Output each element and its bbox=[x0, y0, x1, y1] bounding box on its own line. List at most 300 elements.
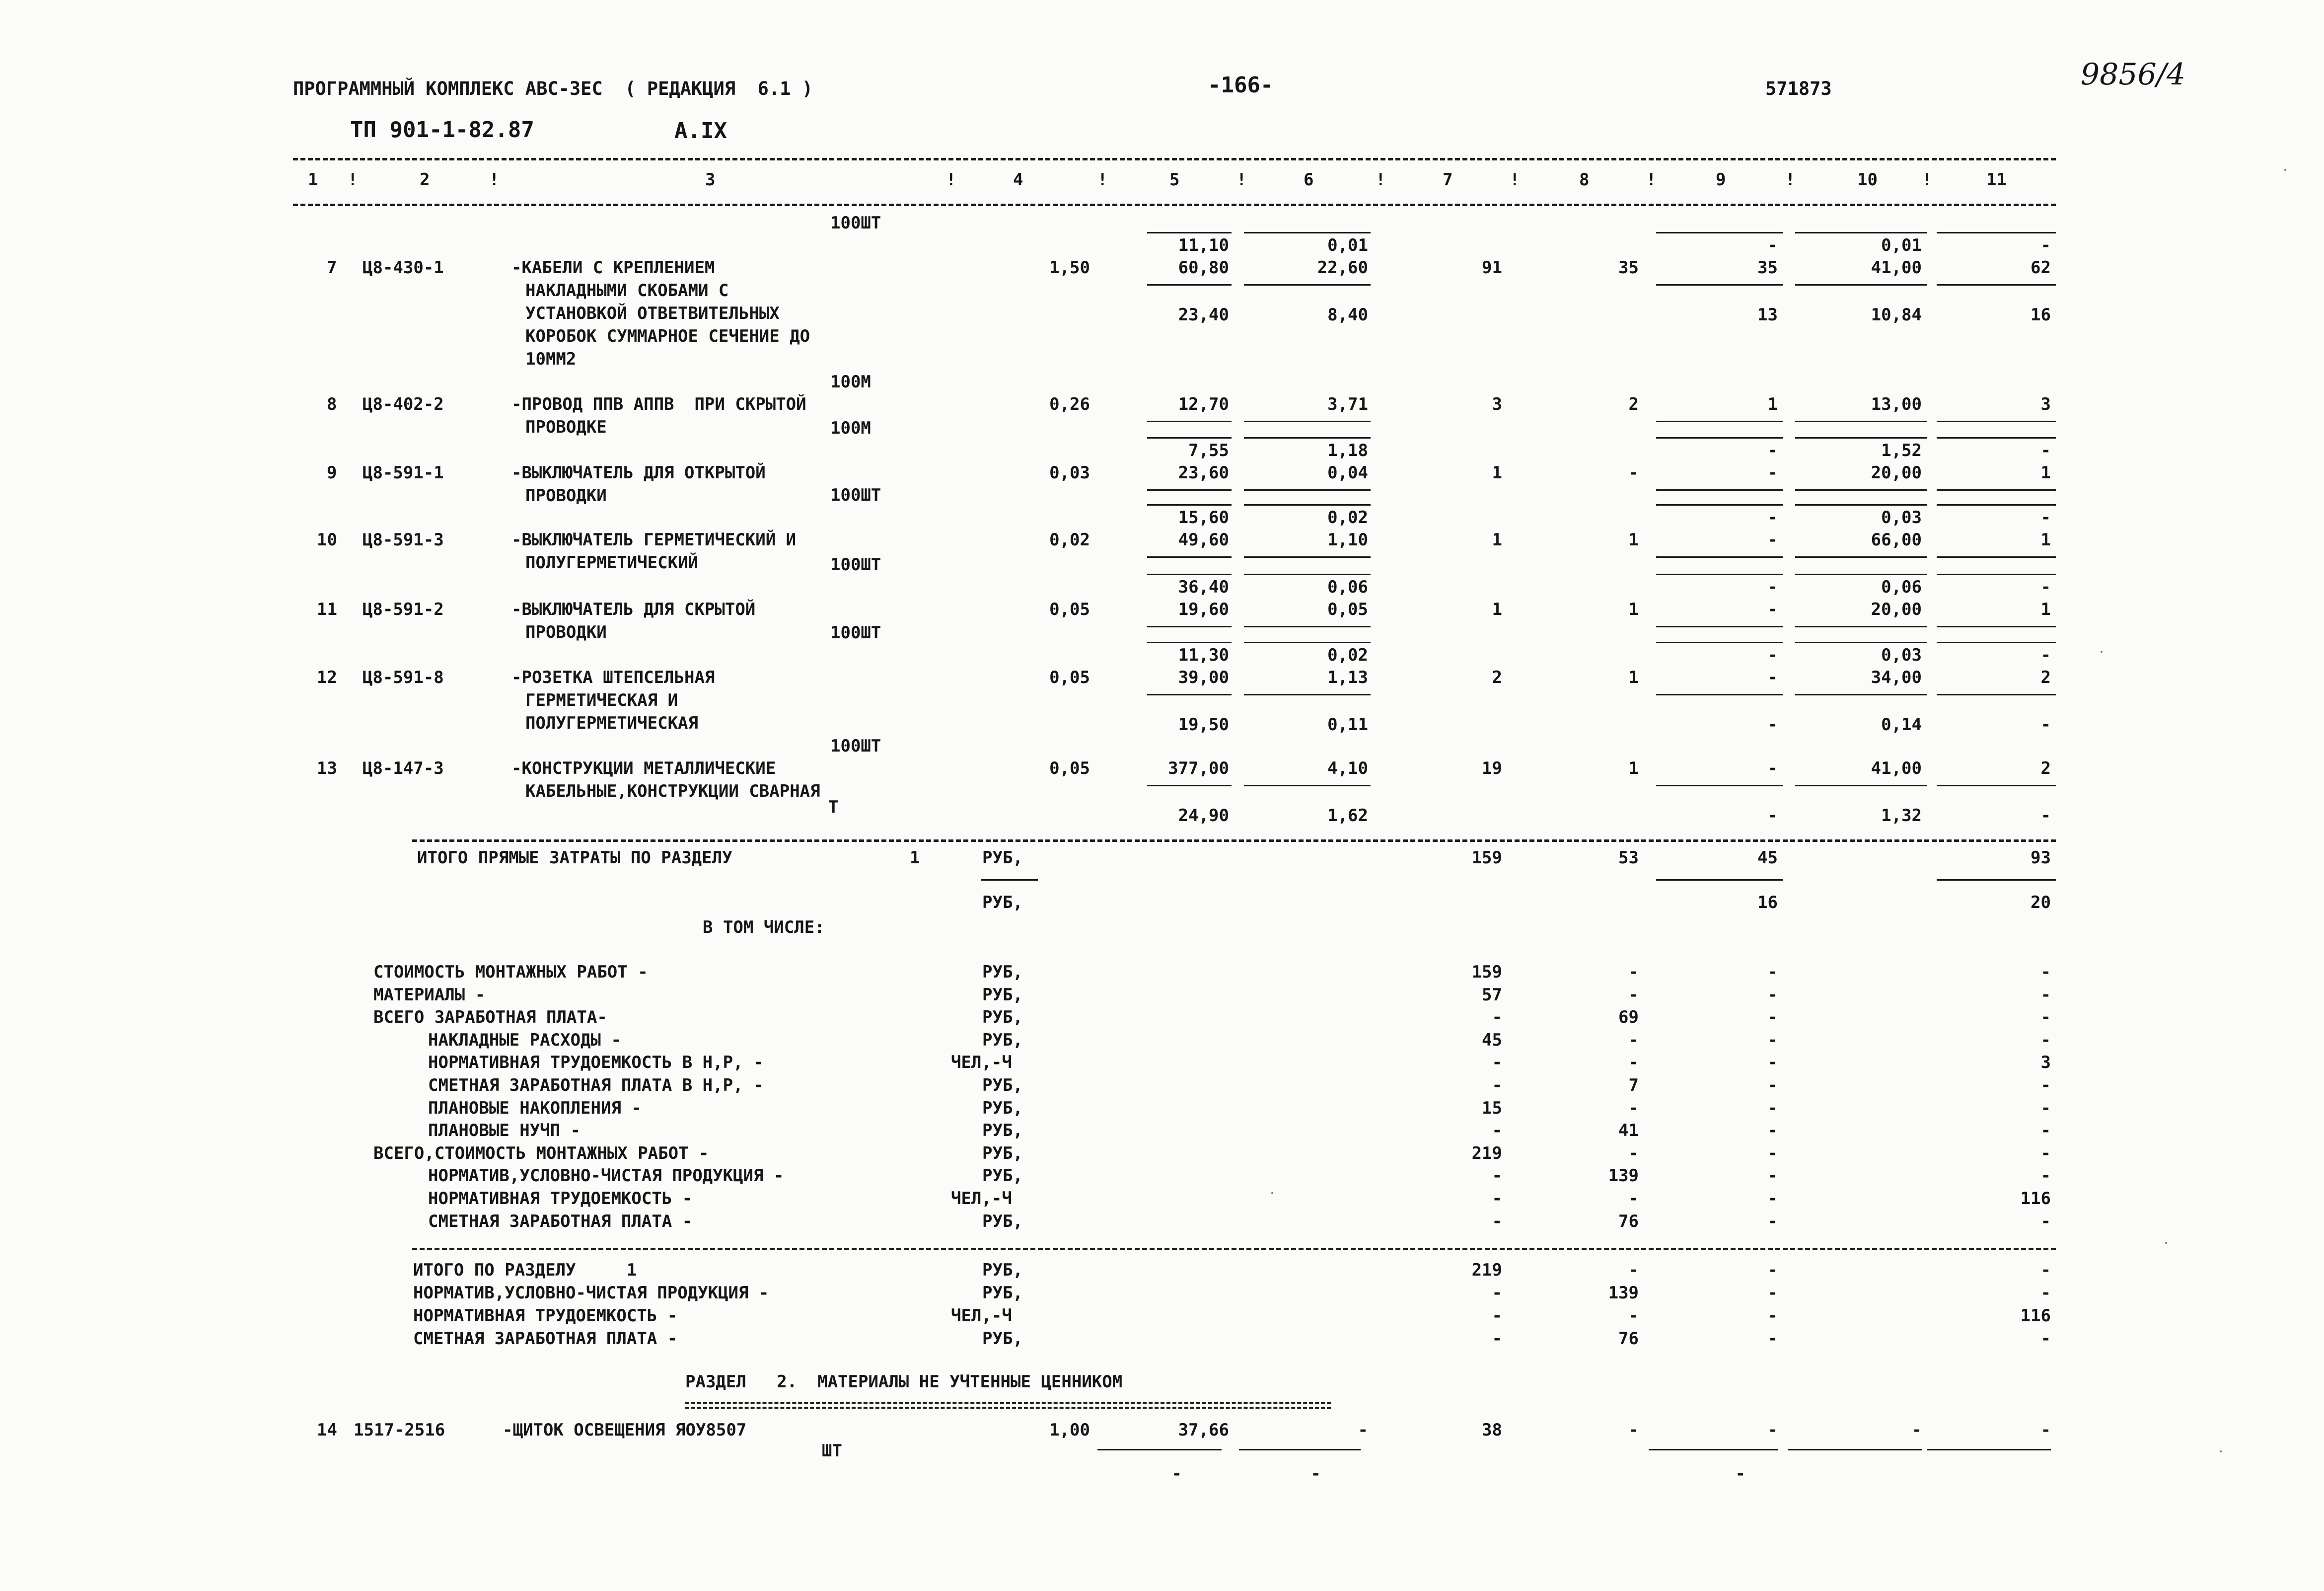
value-c5: 37,66 bbox=[1178, 1420, 1229, 1440]
work-description: -КОНСТРУКЦИИ МЕТАЛЛИЧЕСКИЕ bbox=[511, 758, 776, 778]
value-c11: 62 bbox=[2031, 258, 2051, 278]
value-c10: 20,00 bbox=[1871, 600, 1922, 619]
value-c9-top: - bbox=[1767, 508, 1778, 528]
value-c11: 1 bbox=[2040, 600, 2051, 619]
value-c6: 1,10 bbox=[1327, 530, 1368, 550]
unit-label: 100М bbox=[830, 418, 871, 438]
value-c8: - bbox=[1628, 1260, 1639, 1280]
summary-label: МАТЕРИАЛЫ - bbox=[373, 985, 486, 1005]
value-c9: - bbox=[1767, 1329, 1778, 1349]
summary-label: ПЛАНОВЫЕ НУЧП - bbox=[428, 1121, 581, 1140]
value-c8: 2 bbox=[1628, 394, 1639, 414]
value-c9-top: - bbox=[1767, 645, 1778, 665]
value-c10: 66,00 bbox=[1871, 530, 1922, 550]
value-underline bbox=[1927, 1449, 2051, 1450]
value-underline bbox=[1147, 232, 1232, 233]
value-underline bbox=[1937, 694, 2056, 695]
value-c11-top: - bbox=[2040, 508, 2051, 528]
scan-speck bbox=[2101, 651, 2103, 653]
value-c4: 1,50 bbox=[1049, 258, 1090, 278]
value-underline bbox=[1244, 504, 1371, 506]
section-total-label: НОРМАТИВ,УСЛОВНО-ЧИСТАЯ ПРОДУКЦИЯ - bbox=[413, 1283, 769, 1303]
handwritten-ref: 9856/4 bbox=[2081, 57, 2186, 92]
value-c9-top: - bbox=[1767, 577, 1778, 597]
value-underline bbox=[1147, 437, 1232, 439]
value-c11-top: - bbox=[2040, 645, 2051, 665]
value-c11: 1 bbox=[2040, 463, 2051, 483]
value-underline bbox=[1244, 421, 1371, 422]
page-number: -166- bbox=[1208, 73, 1274, 98]
doc-code: 571873 bbox=[1765, 78, 1832, 99]
value-c10: 20,00 bbox=[1871, 463, 1922, 483]
value-underline bbox=[1147, 556, 1232, 558]
column-separator: ! bbox=[1376, 170, 1386, 190]
value-underline bbox=[1147, 785, 1232, 786]
summary-label: НАКЛАДНЫЕ РАСХОДЫ - bbox=[428, 1030, 621, 1050]
total-direct-section: 1 bbox=[910, 848, 920, 868]
value-underline bbox=[1795, 642, 1927, 643]
value-underline bbox=[1147, 626, 1232, 627]
work-description: КОРОБОК СУММАРНОЕ СЕЧЕНИЕ ДО bbox=[525, 326, 810, 346]
value-c11: - bbox=[2040, 962, 2051, 982]
value-c7: - bbox=[1492, 1189, 1502, 1209]
value-c11-top: - bbox=[2040, 577, 2051, 597]
value-c6: 0,05 bbox=[1327, 600, 1368, 619]
value-c9: - bbox=[1767, 1007, 1778, 1027]
column-header-1: 1 bbox=[308, 170, 318, 190]
value-c10-top: 0,01 bbox=[1881, 235, 1922, 255]
value-c11: - bbox=[2040, 1143, 2051, 1163]
value-underline bbox=[1937, 232, 2056, 233]
column-header-7: 7 bbox=[1443, 170, 1453, 190]
value-c9: - bbox=[1767, 463, 1778, 483]
value-c10-top: 0,06 bbox=[1881, 577, 1922, 597]
value-c9-bottom: - bbox=[1767, 715, 1778, 735]
value-c7: 219 bbox=[1471, 1143, 1502, 1163]
value-underline bbox=[1795, 694, 1927, 695]
value-c9-bottom: - bbox=[1767, 806, 1778, 826]
value-c8: 1 bbox=[1628, 600, 1639, 619]
value-c11: 93 bbox=[2031, 848, 2051, 868]
value-underline bbox=[1656, 879, 1783, 881]
unit-label: РУБ, bbox=[982, 1121, 1023, 1140]
unit-label: РУБ, bbox=[982, 985, 1023, 1005]
value-underline bbox=[1795, 785, 1927, 786]
value-c5-bottom: 19,50 bbox=[1178, 715, 1229, 735]
summary-label: НОРМАТИВНАЯ ТРУДОЕМКОСТЬ - bbox=[428, 1189, 693, 1209]
value-c8: 1 bbox=[1628, 758, 1639, 778]
value-c7: - bbox=[1492, 1007, 1502, 1027]
value-c10-top: 0,03 bbox=[1881, 645, 1922, 665]
column-separator: ! bbox=[1785, 170, 1796, 190]
value-c6-top: 1,18 bbox=[1327, 441, 1368, 460]
section-total-label: НОРМАТИВНАЯ ТРУДОЕМКОСТЬ - bbox=[413, 1306, 678, 1326]
value-underline bbox=[1147, 489, 1232, 491]
value-underline bbox=[1239, 1449, 1361, 1450]
column-separator: ! bbox=[489, 170, 500, 190]
value-c8: 53 bbox=[1618, 848, 1639, 868]
value-c11: - bbox=[2040, 985, 2051, 1005]
value-c11-top: - bbox=[2040, 441, 2051, 460]
value-underline bbox=[1937, 785, 2056, 786]
value-c11: 1 bbox=[2040, 530, 2051, 550]
value-c8: 35 bbox=[1618, 258, 1639, 278]
value-underline bbox=[1656, 642, 1783, 643]
value-underline bbox=[1937, 504, 2056, 506]
work-description: -ВЫКЛЮЧАТЕЛЬ ГЕРМЕТИЧЕСКИЙ И bbox=[511, 530, 797, 550]
value-c6: 3,71 bbox=[1327, 394, 1368, 414]
section2-title-underline bbox=[685, 1407, 1331, 1409]
row-number: 12 bbox=[317, 668, 337, 687]
summary-label: ВСЕГО ЗАРАБОТНАЯ ПЛАТА- bbox=[373, 1007, 607, 1027]
value-underline bbox=[1244, 489, 1371, 491]
value-c11: 3 bbox=[2040, 394, 2051, 414]
value-underline bbox=[1244, 437, 1371, 439]
section-total-rule bbox=[412, 1248, 2056, 1250]
work-description: -КАБЕЛИ С КРЕПЛЕНИЕМ bbox=[511, 258, 715, 278]
column-separator: ! bbox=[348, 170, 358, 190]
value-c9: - bbox=[1767, 1306, 1778, 1326]
work-description: -РОЗЕТКА ШТЕПСЕЛЬНАЯ bbox=[511, 668, 715, 687]
value-c7: - bbox=[1492, 1212, 1502, 1231]
summary-label: НОРМАТИВ,УСЛОВНО-ЧИСТАЯ ПРОДУКЦИЯ - bbox=[428, 1166, 784, 1186]
unit-label: РУБ, bbox=[982, 848, 1023, 868]
column-header-11: 11 bbox=[1986, 170, 2007, 190]
value-underline bbox=[1656, 626, 1783, 627]
value-c11: - bbox=[2040, 1098, 2051, 1118]
value-underline bbox=[1795, 574, 1927, 575]
value-c8: - bbox=[1628, 463, 1639, 483]
value-c7: 1 bbox=[1492, 600, 1502, 619]
value-c9: - bbox=[1767, 1420, 1778, 1440]
value-c5: 12,70 bbox=[1178, 394, 1229, 414]
album-number: А.IX bbox=[674, 118, 727, 144]
value-c6-bottom: 0,11 bbox=[1327, 715, 1368, 735]
rate-code: Ц8-430-1 bbox=[363, 258, 444, 278]
column-separator: ! bbox=[1097, 170, 1108, 190]
value-c7: 2 bbox=[1492, 668, 1502, 687]
value-c10: 13,00 bbox=[1871, 394, 1922, 414]
value-c11-top: - bbox=[2040, 235, 2051, 255]
value-c9-top: - bbox=[1767, 235, 1778, 255]
value-underline bbox=[1937, 642, 2056, 643]
value-underline bbox=[1147, 694, 1232, 695]
value-c8: 139 bbox=[1608, 1283, 1639, 1303]
value-underline bbox=[1795, 504, 1927, 506]
value-c4: 0,05 bbox=[1049, 758, 1090, 778]
program-title: ПРОГРАММНЫЙ КОМПЛЕКС АВС-ЗЕС ( РЕДАКЦИЯ 6.1 ) bbox=[293, 78, 813, 99]
value-c6: 1,13 bbox=[1327, 668, 1368, 687]
value-c11: 116 bbox=[2020, 1306, 2051, 1326]
work-description: -ЩИТОК ОСВЕЩЕНИЯ ЯОУ8507 bbox=[503, 1420, 747, 1440]
value-c5: 39,00 bbox=[1178, 668, 1229, 687]
value-c7: - bbox=[1492, 1075, 1502, 1095]
scan-speck bbox=[2284, 169, 2286, 171]
value-c8: - bbox=[1628, 1189, 1639, 1209]
column-separator: ! bbox=[1236, 170, 1247, 190]
value-underline bbox=[1788, 1449, 1922, 1450]
value-c9: - bbox=[1767, 530, 1778, 550]
row-number: 14 bbox=[317, 1420, 337, 1440]
value-underline bbox=[1937, 556, 2056, 558]
value-c5-bottom: 23,40 bbox=[1178, 305, 1229, 325]
rate-code: Ц8-147-3 bbox=[363, 758, 444, 778]
value-c9: - bbox=[1767, 1283, 1778, 1303]
unit-label: ШТ bbox=[822, 1441, 842, 1461]
value-c11: - bbox=[2040, 1007, 2051, 1027]
unit-label: РУБ, bbox=[982, 1098, 1023, 1118]
rate-code: Ц8-591-3 bbox=[363, 530, 444, 550]
column-header-9: 9 bbox=[1716, 170, 1726, 190]
unit-label: РУБ, bbox=[982, 1212, 1023, 1231]
rate-code: Ц8-402-2 bbox=[363, 394, 444, 414]
section-total-label: СМЕТНАЯ ЗАРАБОТНАЯ ПЛАТА - bbox=[413, 1329, 678, 1349]
value-c11: 2 bbox=[2040, 758, 2051, 778]
unit-label: РУБ, bbox=[982, 1075, 1023, 1095]
value-c7: 1 bbox=[1492, 530, 1502, 550]
value-c8: 76 bbox=[1618, 1329, 1639, 1349]
work-description: НАКЛАДНЫМИ СКОБАМИ С bbox=[525, 281, 729, 301]
value-underline bbox=[1937, 879, 2056, 881]
unit-label: РУБ, bbox=[982, 1143, 1023, 1163]
value-underline bbox=[1937, 421, 2056, 422]
value-c7: 91 bbox=[1482, 258, 1502, 278]
value-c9: - bbox=[1767, 1260, 1778, 1280]
value-c10: - bbox=[1911, 1420, 1922, 1440]
value-c5-top: 36,40 bbox=[1178, 577, 1229, 597]
value-c5-top: 7,55 bbox=[1188, 441, 1229, 460]
value-c10: 41,00 bbox=[1871, 758, 1922, 778]
column-header-3: 3 bbox=[705, 170, 716, 190]
header-rule-bottom bbox=[293, 204, 2056, 206]
value-c6-bottom: - bbox=[1310, 1464, 1321, 1484]
value-underline bbox=[1244, 642, 1371, 643]
value-underline bbox=[1656, 232, 1783, 233]
value-underline bbox=[1795, 489, 1927, 491]
value-underline bbox=[1937, 574, 2056, 575]
value-underline bbox=[981, 879, 1038, 881]
value-c9: - bbox=[1767, 1030, 1778, 1050]
section-total-label: ИТОГО ПО РАЗДЕЛУ 1 bbox=[413, 1260, 637, 1280]
work-description: ПОЛУГЕРМЕТИЧЕСКИЙ bbox=[525, 553, 698, 573]
value-underline bbox=[1795, 284, 1927, 286]
scan-speck bbox=[1271, 1192, 1273, 1194]
value-c8: - bbox=[1628, 985, 1639, 1005]
summary-label: СМЕТНАЯ ЗАРАБОТНАЯ ПЛАТА В Н,Р, - bbox=[428, 1075, 764, 1095]
value-c4: 0,05 bbox=[1049, 668, 1090, 687]
value-underline bbox=[1244, 232, 1371, 233]
value-c9: - bbox=[1767, 985, 1778, 1005]
value-c8: - bbox=[1628, 1143, 1639, 1163]
value-c5-bottom: 24,90 bbox=[1178, 806, 1229, 826]
value-c6-top: 0,01 bbox=[1327, 235, 1368, 255]
column-header-5: 5 bbox=[1169, 170, 1180, 190]
value-c9-bottom: 13 bbox=[1757, 305, 1778, 325]
value-c5: 23,60 bbox=[1178, 463, 1229, 483]
value-c8: 76 bbox=[1618, 1212, 1639, 1231]
section2-title-underline bbox=[685, 1402, 1331, 1404]
value-c7: - bbox=[1492, 1166, 1502, 1186]
value-c9: - bbox=[1767, 1053, 1778, 1072]
column-separator: ! bbox=[1922, 170, 1932, 190]
value-c11: - bbox=[2040, 1329, 2051, 1349]
total-rule bbox=[412, 839, 2056, 842]
value-underline bbox=[1244, 574, 1371, 575]
value-c9: - bbox=[1767, 1075, 1778, 1095]
value-c7: 45 bbox=[1482, 1030, 1502, 1050]
summary-label: СТОИМОСТЬ МОНТАЖНЫХ РАБОТ - bbox=[373, 962, 648, 982]
value-c4: 0,26 bbox=[1049, 394, 1090, 414]
value-c10-bottom: 10,84 bbox=[1871, 305, 1922, 325]
unit-label: РУБ, bbox=[982, 962, 1023, 982]
value-c11: 3 bbox=[2040, 1053, 2051, 1072]
rate-code: 1517-2516 bbox=[354, 1420, 445, 1440]
value-c9: - bbox=[1767, 1121, 1778, 1140]
work-description: 10ММ2 bbox=[525, 349, 577, 369]
value-c9-bottom: - bbox=[1735, 1464, 1745, 1484]
value-c9: 1 bbox=[1767, 394, 1778, 414]
value-c11: 2 bbox=[2040, 668, 2051, 687]
row-number: 9 bbox=[327, 463, 337, 483]
unit-label: РУБ, bbox=[982, 893, 1023, 912]
unit-label: ЧЕЛ,-Ч bbox=[951, 1306, 1012, 1326]
rate-code: Ц8-591-2 bbox=[363, 600, 444, 619]
value-c9: - bbox=[1767, 600, 1778, 619]
value-c9: 35 bbox=[1757, 258, 1778, 278]
value-c7: - bbox=[1492, 1306, 1502, 1326]
rate-code: Ц8-591-8 bbox=[363, 668, 444, 687]
value-underline bbox=[1656, 421, 1783, 422]
value-underline bbox=[1656, 284, 1783, 286]
value-c6: 0,04 bbox=[1327, 463, 1368, 483]
value-c4: 1,00 bbox=[1049, 1420, 1090, 1440]
value-c11: - bbox=[2040, 1121, 2051, 1140]
unit-label: ЧЕЛ,-Ч bbox=[951, 1189, 1012, 1209]
unit-label: 100М bbox=[830, 372, 871, 392]
column-header-2: 2 bbox=[420, 170, 430, 190]
total-direct-label: ИТОГО ПРЯМЫЕ ЗАТРАТЫ ПО РАЗДЕЛУ bbox=[417, 848, 732, 868]
value-c4: 0,03 bbox=[1049, 463, 1090, 483]
value-c4: 0,02 bbox=[1049, 530, 1090, 550]
value-c8: - bbox=[1628, 1306, 1639, 1326]
value-underline bbox=[1656, 574, 1783, 575]
value-underline bbox=[1937, 437, 2056, 439]
value-c9: 45 bbox=[1757, 848, 1778, 868]
unit-label: 100ШТ bbox=[830, 485, 881, 505]
value-c7: - bbox=[1492, 1121, 1502, 1140]
value-underline bbox=[1937, 284, 2056, 286]
value-c7: 15 bbox=[1482, 1098, 1502, 1118]
value-c8: - bbox=[1628, 1053, 1639, 1072]
value-underline bbox=[1795, 421, 1927, 422]
value-c5: 19,60 bbox=[1178, 600, 1229, 619]
value-underline bbox=[1656, 556, 1783, 558]
header-rule-top bbox=[293, 158, 2056, 160]
value-c4: 0,05 bbox=[1049, 600, 1090, 619]
value-c11: - bbox=[2040, 1166, 2051, 1186]
value-c6: - bbox=[1358, 1420, 1368, 1440]
value-c7: - bbox=[1492, 1053, 1502, 1072]
work-description: ПРОВОДКЕ bbox=[525, 417, 607, 437]
summary-label: НОРМАТИВНАЯ ТРУДОЕМКОСТЬ В Н,Р, - bbox=[428, 1053, 764, 1072]
value-c7: 57 bbox=[1482, 985, 1502, 1005]
value-c11: - bbox=[2040, 1260, 2051, 1280]
row-number: 7 bbox=[327, 258, 337, 278]
value-c6-top: 0,06 bbox=[1327, 577, 1368, 597]
value-c8: 69 bbox=[1618, 1007, 1639, 1027]
value-c9: - bbox=[1767, 1166, 1778, 1186]
value-c11: - bbox=[2040, 1420, 2051, 1440]
value-c7: 38 bbox=[1482, 1420, 1502, 1440]
value-underline bbox=[1147, 421, 1232, 422]
value-c7: 159 bbox=[1471, 962, 1502, 982]
value-c5: 49,60 bbox=[1178, 530, 1229, 550]
value-c8: - bbox=[1628, 962, 1639, 982]
value-c8: 7 bbox=[1628, 1075, 1639, 1095]
row-number: 10 bbox=[317, 530, 337, 550]
summary-label: ПЛАНОВЫЕ НАКОПЛЕНИЯ - bbox=[428, 1098, 642, 1118]
work-description: -ПРОВОД ППВ АППВ ПРИ СКРЫТОЙ bbox=[511, 394, 806, 414]
value-underline bbox=[1656, 437, 1783, 439]
value-c10: 34,00 bbox=[1871, 668, 1922, 687]
value-c9-top: - bbox=[1767, 441, 1778, 460]
value-c8: 1 bbox=[1628, 530, 1639, 550]
value-underline bbox=[1795, 232, 1927, 233]
value-underline bbox=[1795, 556, 1927, 558]
value-c9-bottom: 16 bbox=[1757, 893, 1778, 912]
value-underline bbox=[1656, 785, 1783, 786]
row-number: 11 bbox=[317, 600, 337, 619]
summary-label: СМЕТНАЯ ЗАРАБОТНАЯ ПЛАТА - bbox=[428, 1212, 693, 1231]
value-c7: 19 bbox=[1482, 758, 1502, 778]
value-c8: - bbox=[1628, 1098, 1639, 1118]
value-underline bbox=[1795, 437, 1927, 439]
value-c10-top: 1,52 bbox=[1881, 441, 1922, 460]
value-c11: 116 bbox=[2020, 1189, 2051, 1209]
value-c7: - bbox=[1492, 1329, 1502, 1349]
unit-label: РУБ, bbox=[982, 1260, 1023, 1280]
work-description: КАБЕЛЬНЫЕ,КОНСТРУКЦИИ СВАРНАЯ bbox=[525, 781, 820, 801]
value-c7: 219 bbox=[1471, 1260, 1502, 1280]
value-underline bbox=[1656, 504, 1783, 506]
unit-label: РУБ, bbox=[982, 1030, 1023, 1050]
column-header-6: 6 bbox=[1304, 170, 1314, 190]
value-underline bbox=[1147, 574, 1232, 575]
value-c8: 1 bbox=[1628, 668, 1639, 687]
unit-label: РУБ, bbox=[982, 1283, 1023, 1303]
value-c11: - bbox=[2040, 1212, 2051, 1231]
value-underline bbox=[1244, 284, 1371, 286]
value-underline bbox=[1656, 694, 1783, 695]
scan-speck bbox=[2165, 1242, 2167, 1244]
value-c9: - bbox=[1767, 962, 1778, 982]
value-c7: 3 bbox=[1492, 394, 1502, 414]
value-c7: 159 bbox=[1471, 848, 1502, 868]
unit-label: РУБ, bbox=[982, 1166, 1023, 1186]
work-description: ГЕРМЕТИЧЕСКАЯ И bbox=[525, 690, 678, 710]
column-header-4: 4 bbox=[1013, 170, 1023, 190]
unit-label: РУБ, bbox=[982, 1329, 1023, 1349]
work-description: -ВЫКЛЮЧАТЕЛЬ ДЛЯ ОТКРЫТОЙ bbox=[511, 463, 766, 483]
value-underline bbox=[1244, 694, 1371, 695]
value-c10-bottom: 1,32 bbox=[1881, 806, 1922, 826]
value-underline bbox=[1147, 284, 1232, 286]
value-underline bbox=[1147, 504, 1232, 506]
value-c6-top: 0,02 bbox=[1327, 645, 1368, 665]
work-description: УСТАНОВКОЙ ОТВЕТВИТЕЛЬНЫХ bbox=[525, 303, 780, 323]
value-c11-bottom: 16 bbox=[2031, 305, 2051, 325]
value-c6-bottom: 8,40 bbox=[1327, 305, 1368, 325]
